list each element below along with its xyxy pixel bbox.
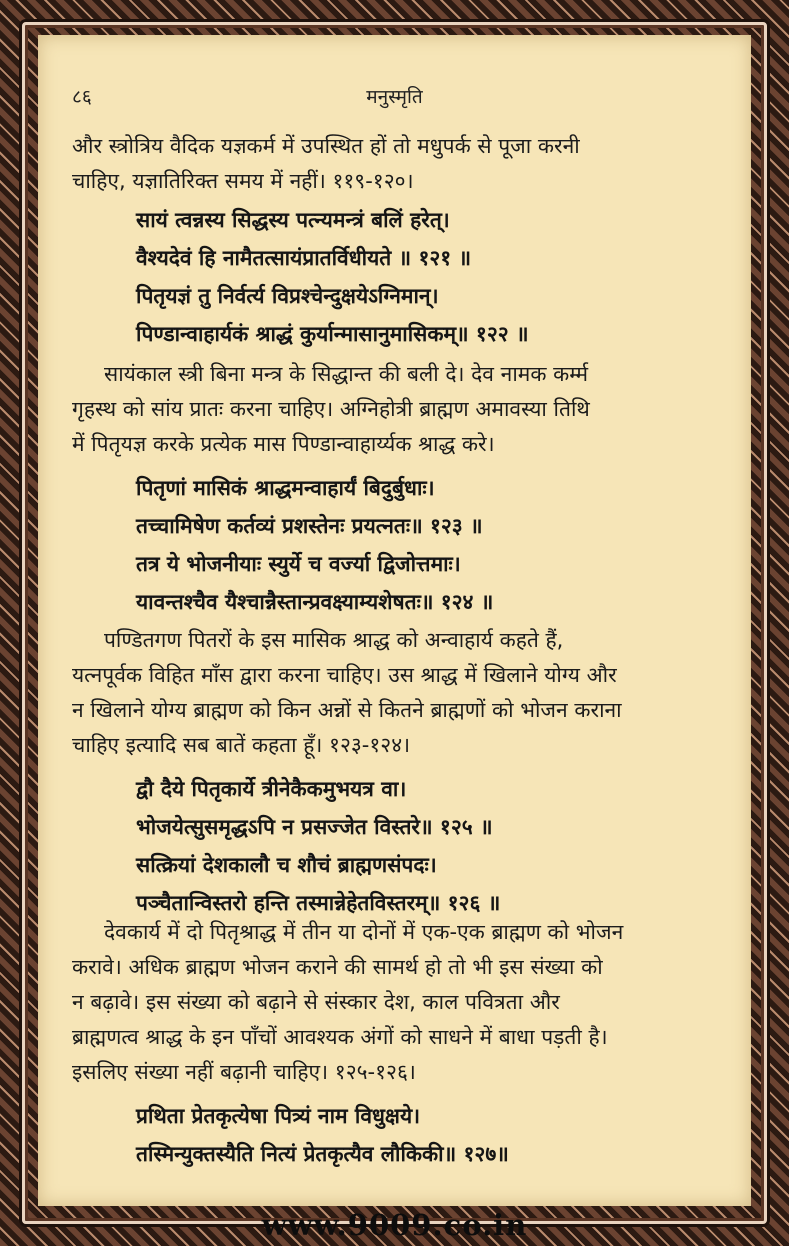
book-title: मनुस्मृति bbox=[366, 86, 423, 108]
commentary-125-126 bbox=[72, 915, 720, 1090]
verse-line: तस्मिन्युक्तस्यैति नित्यं प्रेतकृत्यैव लौकिकी॥ १२७॥ bbox=[136, 1142, 509, 1166]
verses-121-122 bbox=[136, 201, 726, 353]
verses-123-124 bbox=[136, 469, 726, 621]
text-line: में पितृयज्ञ करके प्रत्येक मास पिण्डान्वाहार्य्यक श्राद्ध करे। bbox=[72, 432, 495, 456]
text-line: और स्त्रोत्रिय वैदिक यज्ञकर्म में उपस्थित हों तो मधुपर्क से पूजा करनी bbox=[72, 134, 580, 158]
verse-line: सत्क्रियां देशकालौ च शौचं ब्राह्मणसंपदः। bbox=[136, 853, 437, 877]
text-line: चाहिए इत्यादि सब बातें कहता हूँ। १२३-१२४। bbox=[72, 733, 411, 757]
verse-line: भोजयेत्सुसमृद्धऽपि न प्रसज्जेत विस्तरे॥ १२५ ॥ bbox=[136, 815, 493, 839]
text-line: न बढ़ावे। इस संख्या को बढ़ाने से संस्कार देश, काल पवित्रता और bbox=[72, 990, 560, 1014]
verse-line: द्वौ दैये पितृकार्ये त्रीनेकैकमुभयत्र वा। bbox=[136, 777, 407, 801]
verse-line: पितृणां मासिकं श्राद्धमन्वाहार्यं बिदुर्बुधाः। bbox=[136, 476, 435, 500]
text-line: करावे। अधिक ब्राह्मण भोजन कराने की सामर्थ हो तो भी इस संख्या को bbox=[72, 955, 603, 979]
text-line: यत्नपूर्वक विहित माँस द्वारा करना चाहिए। उस श्राद्ध में खिलाने योग्य और bbox=[72, 663, 617, 687]
commentary-119-120 bbox=[72, 129, 720, 199]
verse-line: पितृयज्ञं तु निर्वर्त्य विप्रश्चेन्दुक्षयेऽग्निमान्। bbox=[136, 284, 439, 308]
verse-line: पञ्चैतान्विस्तरो हन्ति तस्मान्नेहेतविस्तरम्॥ १२६ ॥ bbox=[136, 891, 501, 915]
verse-line: प्रथिता प्रेतकृत्येषा पित्र्यं नाम विधुक्षये। bbox=[136, 1104, 421, 1128]
verse-line: वैश्यदेवं हि नामैतत्सायंप्रातर्विधीयते ॥ १२१ ॥ bbox=[136, 246, 472, 270]
website-link[interactable]: www.9009.co.in bbox=[261, 1208, 528, 1242]
commentary-123-124 bbox=[72, 623, 720, 763]
text-line: सायंकाल स्त्री बिना मन्त्र के सिद्धान्त की बली दे। देव नामक कर्म्म bbox=[104, 362, 589, 386]
verse-line: सायं त्वन्नस्य सिद्धस्य पत्न्यमन्त्रं बलिं हरेत्। bbox=[136, 208, 450, 232]
text-line: गृहस्थ को सांय प्रातः करना चाहिए। अग्निहोत्री ब्राह्मण अमावस्या तिथि bbox=[72, 397, 590, 421]
verse-line: तच्चामिषेण कर्तव्यं प्रशस्तेनः प्रयत्नतः॥ १२३ ॥ bbox=[136, 514, 483, 538]
verse-line: तत्र ये भोजनीयाः स्युर्ये च वर्ज्या द्विजोत्तमाः। bbox=[136, 552, 461, 576]
verses-125-126 bbox=[136, 770, 726, 922]
text-line: इसलिए संख्या नहीं बढ़ानी चाहिए। १२५-१२६। bbox=[72, 1060, 416, 1084]
text-line: ब्राह्मणत्व श्राद्ध के इन पाँचों आवश्यक अंगों को साधने में बाधा पड़ती है। bbox=[72, 1025, 608, 1049]
text-line: न खिलाने योग्य ब्राह्मण को किन अन्नों से कितने ब्राह्मणों को भोजन कराना bbox=[72, 698, 622, 722]
text-line: पण्डितगण पितरों के इस मासिक श्राद्ध को अन्वाहार्य कहते हैं, bbox=[104, 628, 564, 652]
verse-127 bbox=[136, 1097, 726, 1173]
text-line: चाहिए, यज्ञातिरिक्त समय में नहीं। ११९-१२०। bbox=[72, 169, 414, 193]
book-page bbox=[38, 35, 751, 1206]
page-number: ८६ bbox=[72, 86, 92, 108]
verse-line: पिण्डान्वाहार्यकं श्राद्धं कुर्यान्मासानुमासिकम्॥ १२२ ॥ bbox=[136, 322, 529, 346]
verse-line: यावन्तश्चैव यैश्चान्नैस्तान्प्रवक्ष्याम्यशेषतः॥ १२४ ॥ bbox=[136, 590, 494, 614]
commentary-121-122 bbox=[72, 357, 720, 462]
text-line: देवकार्य में दो पितृश्राद्ध में तीन या दोनों में एक-एक ब्राह्मण को भोजन bbox=[104, 920, 624, 944]
